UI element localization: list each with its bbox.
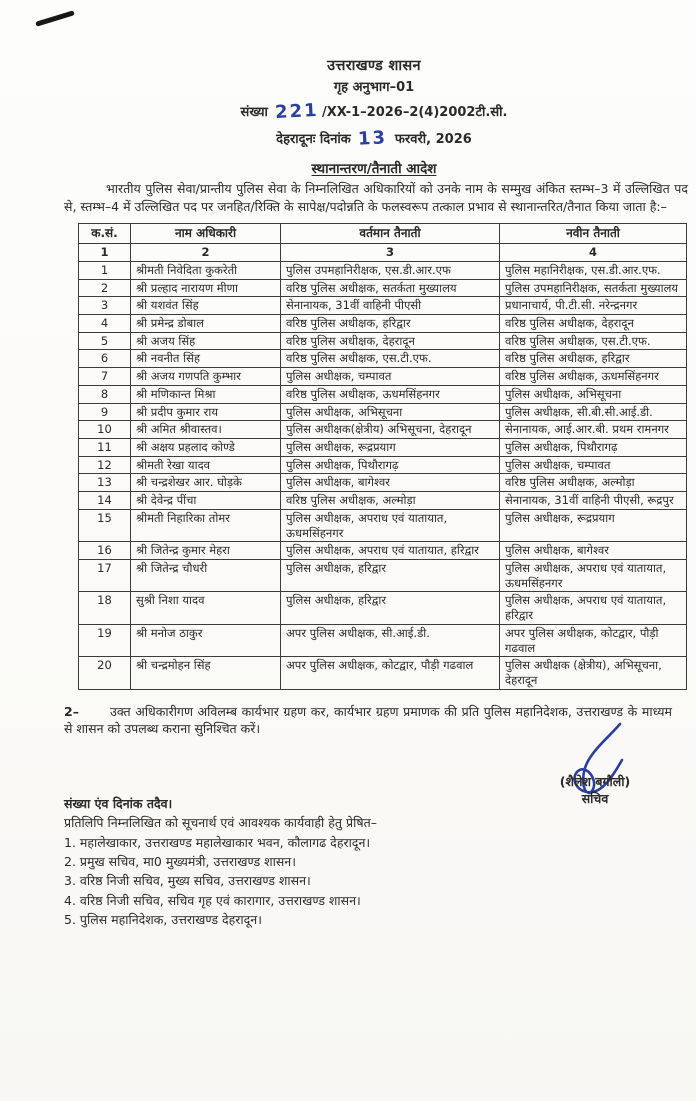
transfer-table-head — [79, 223, 687, 261]
new-posting-cell: पुलिस अधीक्षक, अपराध एवं यातायात, ऊधमसिंहनगर — [500, 560, 687, 592]
current-posting-cell: वरिष्ठ पुलिस अधीक्षक, अल्मोड़ा — [281, 492, 500, 510]
new-posting-cell: पुलिस अधीक्षक, अपराध एवं यातायात, हरिद्वार — [500, 592, 687, 624]
table-row — [79, 314, 687, 332]
new-posting-cell: पुलिस अधीक्षक, चम्पावत — [500, 456, 687, 474]
officer-name-cell: श्री नवनीत सिंह — [131, 350, 281, 368]
column-number: 4 — [500, 244, 687, 262]
officer-name-cell: श्री अजय सिंह — [131, 332, 281, 350]
officer-name-cell: श्रीमती रेखा यादव — [131, 456, 281, 474]
current-posting-cell: पुलिस अधीक्षक, पिथौरागढ़ — [281, 456, 500, 474]
current-posting-cell: वरिष्ठ पुलिस अधीक्षक, ऊधमसिंहनगर — [281, 385, 500, 403]
officer-name-cell: श्रीमती निवेदिता कुकरेती — [131, 261, 281, 279]
new-posting-cell: पुलिस अधीक्षक, पिथौरागढ़ — [500, 439, 687, 457]
endorsement-heading: संख्या एंव दिनांक तदैव। — [64, 795, 173, 811]
place-date-line — [52, 124, 696, 151]
current-posting-cell: पुलिस अधीक्षक, बागेश्वर — [281, 474, 500, 492]
copy-item: 3. वरिष्ठ निजी सचिव, मुख्य सचिव, उत्तराखण्ड शासन। — [64, 873, 311, 889]
signatory-designation: सचिव — [581, 790, 609, 806]
handwritten-date: 13 — [357, 127, 388, 150]
column-number: 2 — [131, 244, 281, 262]
serial-cell: 10 — [79, 421, 131, 439]
officer-name-cell: श्री मणिकान्त मिश्रा — [131, 385, 281, 403]
copy-item: 2. प्रमुख सचिव, मा0 मुख्यमंत्री, उत्तराखण्ड शासन। — [64, 853, 296, 869]
serial-cell: 12 — [79, 456, 131, 474]
column-number-row — [79, 244, 687, 262]
officer-name-cell: श्री यशवंत सिंह — [131, 297, 281, 315]
new-posting-cell: पुलिस अधीक्षक, रूद्रप्रयाग — [500, 509, 687, 541]
header-current-posting: वर्तमान तैनाती — [281, 223, 500, 243]
copy-item: 4. वरिष्ठ निजी सचिव, सचिव गृह एवं कारागार, उत्तराखण्ड शासन। — [64, 892, 361, 908]
table-row — [79, 403, 687, 421]
letter-number-line — [52, 97, 696, 124]
new-posting-cell: पुलिस अधीक्षक, अभिसूचना — [500, 385, 687, 403]
table-row — [79, 297, 687, 315]
serial-cell: 7 — [79, 368, 131, 386]
new-posting-cell: प्रधानाचार्य, पी.टी.सी. नरेन्द्रनगर — [500, 297, 687, 315]
serial-cell: 18 — [79, 592, 131, 624]
new-posting-cell: पुलिस अधीक्षक, सी.बी.सी.आई.डी. — [500, 403, 687, 421]
copies-list — [64, 833, 696, 930]
new-posting-cell: पुलिस अधीक्षक, बागेश्वर — [500, 542, 687, 560]
table-row — [79, 474, 687, 492]
signatory-name: (शैलेश बगौली) — [559, 773, 631, 789]
table-row — [79, 542, 687, 560]
table-row — [79, 657, 687, 689]
current-posting-cell: पुलिस अधीक्षक(क्षेत्रीय) अभिसूचना, देहरादून — [281, 421, 500, 439]
table-row — [79, 421, 687, 439]
officer-name-cell: श्री प्रल्हाद नारायण मीणा — [131, 279, 281, 297]
table-row — [79, 385, 687, 403]
table-row — [79, 332, 687, 350]
serial-cell: 1 — [79, 261, 131, 279]
table-header-row — [79, 223, 687, 243]
serial-cell: 3 — [79, 297, 131, 315]
paragraph-2-number: 2– — [64, 703, 79, 719]
new-posting-cell: वरिष्ठ पुलिस अधीक्षक, एस.टी.एफ. — [500, 332, 687, 350]
paragraph-2-text: उक्त अधिकारीगण अविलम्ब कार्यभार ग्रहण कर, कार्यभार ग्रहण प्रमाणक की प्रति पुलिस महानिदेशक, उत्तराखण्ड के माध्यम से शासन को उपलब्ध कराना सुनिश्चित करें। — [64, 703, 672, 737]
current-posting-cell: पुलिस उपमहानिरीक्षक, एस.डी.आर.एफ — [281, 261, 500, 279]
copy-item: 1. महालेखाकार, उत्तराखण्ड महालेखाकार भवन, कौलागढ देहरादून। — [64, 834, 371, 850]
serial-cell: 9 — [79, 403, 131, 421]
officer-name-cell: श्री मनोज ठाकुर — [131, 624, 281, 656]
new-posting-cell: पुलिस उपमहानिरीक्षक, सतर्कता मुख्यालय — [500, 279, 687, 297]
officer-name-cell: श्रीमती निहारिका तोमर — [131, 509, 281, 541]
current-posting-cell: पुलिस अधीक्षक, हरिद्वार — [281, 592, 500, 624]
current-posting-cell: पुलिस अधीक्षक, अभिसूचना — [281, 403, 500, 421]
header-new-posting: नवीन तैनाती — [500, 223, 687, 243]
serial-cell: 4 — [79, 314, 131, 332]
current-posting-cell: वरिष्ठ पुलिस अधीक्षक, एस.टी.एफ. — [281, 350, 500, 368]
current-posting-cell: वरिष्ठ पुलिस अधीक्षक, सतर्कता मुख्यालय — [281, 279, 500, 297]
current-posting-cell: अपर पुलिस अधीक्षक, कोटद्वार, पौड़ी गढवाल — [281, 657, 500, 689]
current-posting-cell: पुलिस अधीक्षक, हरिद्वार — [281, 560, 500, 592]
serial-cell: 2 — [79, 279, 131, 297]
table-row — [79, 560, 687, 592]
officer-name-cell: श्री प्रदीप कुमार राय — [131, 403, 281, 421]
new-posting-cell: सेनानायक, 31वीं वाहिनी पीएसी, रूद्रपुर — [500, 492, 687, 510]
signature-block — [520, 720, 670, 808]
intro-paragraph: भारतीय पुलिस सेवा/प्रान्तीय पुलिस सेवा के निम्नलिखित अधिकारियों को उनके नाम के सम्मुख अंकित स्तम्भ–3 में उल्लिखित पद से, स्तम्भ–4 में उल्लिखित पद पर जनहित/रिक्ति के सापेक्ष/पदोन्नति के फलस्वरूप तत्काल प्रभाव से स्थानान्तरित/तैनात किया जाता है:– — [64, 181, 688, 214]
new-posting-cell: वरिष्ठ पुलिस अधीक्षक, हरिद्वार — [500, 350, 687, 368]
officer-name-cell: श्री जितेन्द्र चौधरी — [131, 560, 281, 592]
serial-cell: 13 — [79, 474, 131, 492]
current-posting-cell: पुलिस अधीक्षक, अपराध एवं यातायात, ऊधमसिंहनगर — [281, 509, 500, 541]
table-row — [79, 368, 687, 386]
new-posting-cell: वरिष्ठ पुलिस अधीक्षक, ऊधमसिंहनगर — [500, 368, 687, 386]
officer-name-cell: श्री देवेन्द्र पींचा — [131, 492, 281, 510]
serial-cell: 15 — [79, 509, 131, 541]
current-posting-cell: अपर पुलिस अधीक्षक, सी.आई.डी. — [281, 624, 500, 656]
serial-cell: 6 — [79, 350, 131, 368]
table-row — [79, 279, 687, 297]
table-row — [79, 439, 687, 457]
transfer-table-body — [79, 261, 687, 689]
serial-cell: 8 — [79, 385, 131, 403]
officer-name-cell: श्री अमित श्रीवास्तव। — [131, 421, 281, 439]
new-posting-cell: वरिष्ठ पुलिस अधीक्षक, देहरादून — [500, 314, 687, 332]
table-row — [79, 624, 687, 656]
column-number: 3 — [281, 244, 500, 262]
serial-cell: 5 — [79, 332, 131, 350]
new-posting-cell: अपर पुलिस अधीक्षक, कोटद्वार, पौड़ी गढवाल — [500, 624, 687, 656]
serial-cell: 16 — [79, 542, 131, 560]
copy-item: 5. पुलिस महानिदेशक, उत्तराखण्ड देहरादून। — [64, 912, 262, 928]
number-printed: /XX-1–2026–2(4)2002टी.सी. — [321, 105, 508, 121]
transfer-table — [78, 223, 687, 690]
officer-name-cell: श्री चन्द्रमोहन सिंह — [131, 657, 281, 689]
new-posting-cell: पुलिस अधीक्षक (क्षेत्रीय), अभिसूचना, देहरादून — [500, 657, 687, 689]
letterhead — [52, 0, 696, 151]
number-label: संख्या — [240, 105, 268, 121]
table-row — [79, 456, 687, 474]
government-name: उत्तराखण्ड शासन — [327, 58, 421, 74]
endorsement-section — [64, 794, 696, 930]
officer-name-cell: श्री चन्द्रशेखर आर. घोड़के — [131, 474, 281, 492]
current-posting-cell: वरिष्ठ पुलिस अधीक्षक, देहरादून — [281, 332, 500, 350]
order-title: स्थानान्तरण/तैनाती आदेश — [311, 161, 437, 178]
serial-cell: 14 — [79, 492, 131, 510]
table-row — [79, 492, 687, 510]
table-row — [79, 509, 687, 541]
new-posting-cell: सेनानायक, आई.आर.बी. प्रथम रामनगर — [500, 421, 687, 439]
date-printed: फरवरी, 2026 — [394, 132, 472, 148]
serial-cell: 20 — [79, 657, 131, 689]
table-row — [79, 261, 687, 279]
header-officer-name: नाम अधिकारी — [131, 223, 281, 243]
column-number: 1 — [79, 244, 131, 262]
table-row — [79, 350, 687, 368]
copy-forward-line: प्रतिलिपि निम्नलिखित को सूचनार्थ एवं आवश्यक कार्यवाही हेतु प्रेषित– — [64, 815, 377, 831]
department-line: गृह अनुभाग–01 — [333, 79, 415, 95]
serial-cell: 19 — [79, 624, 131, 656]
officer-name-cell: श्री जितेन्द्र कुमार मेहरा — [131, 542, 281, 560]
current-posting-cell: पुलिस अधीक्षक, रूद्रप्रयाग — [281, 439, 500, 457]
current-posting-cell: वरिष्ठ पुलिस अधीक्षक, हरिद्वार — [281, 314, 500, 332]
new-posting-cell: वरिष्ठ पुलिस अधीक्षक, अल्मोड़ा — [500, 474, 687, 492]
header-serial: क.सं. — [79, 223, 131, 243]
new-posting-cell: पुलिस महानिरीक्षक, एस.डी.आर.एफ. — [500, 261, 687, 279]
serial-cell: 11 — [79, 439, 131, 457]
place-date-label: देहरादूनः दिनांक — [276, 132, 351, 148]
officer-name-cell: श्री अजय गणपति कुम्भार — [131, 368, 281, 386]
current-posting-cell: पुलिस अधीक्षक, चम्पावत — [281, 368, 500, 386]
serial-cell: 17 — [79, 560, 131, 592]
officer-name-cell: सुश्री निशा यादव — [131, 592, 281, 624]
current-posting-cell: पुलिस अधीक्षक, अपराध एवं यातायात, हरिद्वार — [281, 542, 500, 560]
handwritten-letter-number: 221 — [274, 100, 320, 124]
current-posting-cell: सेनानायक, 31वीं वाहिनी पीएसी — [281, 297, 500, 315]
table-row — [79, 592, 687, 624]
officer-name-cell: श्री प्रमेन्द्र डोबाल — [131, 314, 281, 332]
officer-name-cell: श्री अक्षय प्रहलाद कोण्डे — [131, 439, 281, 457]
